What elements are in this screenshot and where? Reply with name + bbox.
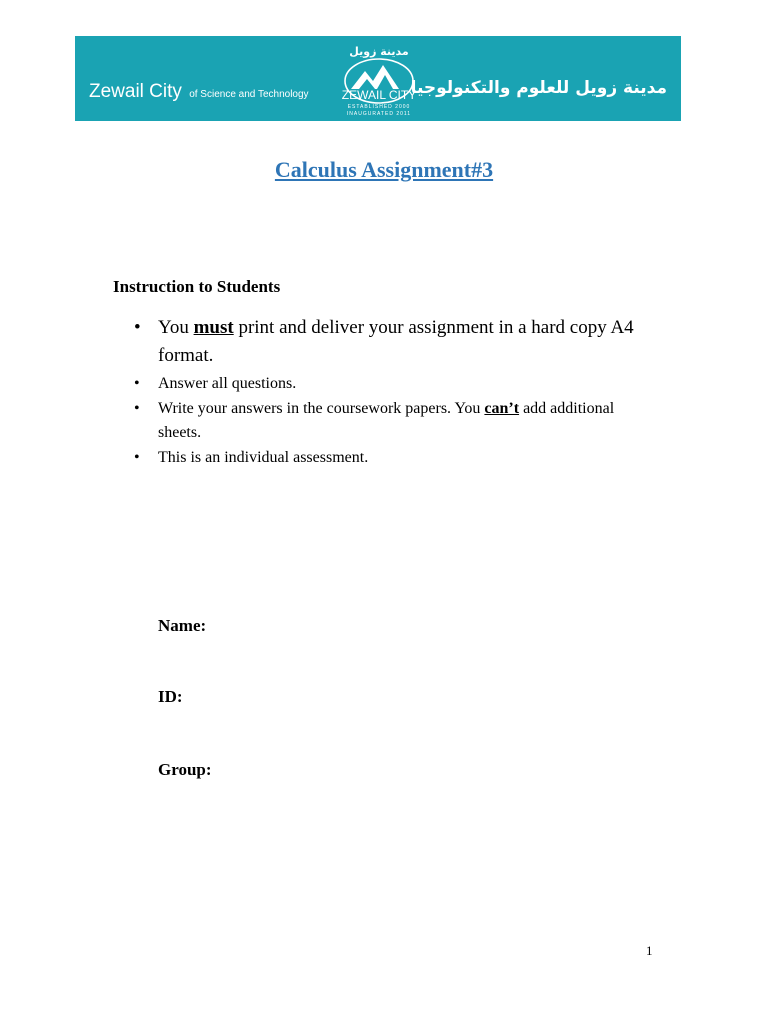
- org-name: Zewail City: [89, 81, 182, 102]
- instructions-list: [130, 314, 650, 471]
- bullet-icon: •: [134, 400, 140, 417]
- instruction-text: print and deliver your assignment in a hard copy A4 format.: [158, 317, 634, 366]
- instruction-item: [130, 314, 650, 370]
- instruction-emphasis: can’t: [484, 400, 520, 417]
- instructions-heading: Instruction to Students: [113, 277, 281, 296]
- bullet-icon: •: [134, 449, 140, 466]
- bullet-icon: •: [134, 375, 140, 392]
- org-suffix: of Science and Technology: [189, 89, 309, 100]
- org-name-arabic: مدينة زويل للعلوم والتكنولوجيا: [410, 78, 667, 98]
- document-title: Calculus Assignment#3: [274, 157, 494, 182]
- instruction-item: [130, 397, 650, 445]
- logo-inaugurated-text: INAUGURATED 2011: [346, 111, 412, 117]
- header-banner: [75, 36, 681, 121]
- org-name-english: [89, 82, 309, 101]
- logo-name-text: ZEWAIL CITY: [341, 88, 417, 102]
- logo-arabic-text: مدينة زويل: [349, 45, 409, 58]
- instruction-text: add additional sheets.: [158, 400, 615, 441]
- bullet-icon: •: [134, 317, 141, 338]
- page-number: 1: [646, 943, 653, 958]
- instruction-emphasis: must: [193, 317, 234, 338]
- instruction-item: [130, 372, 650, 396]
- pyramids-icon: [351, 65, 399, 89]
- group-field-label: Group:: [158, 760, 212, 779]
- id-field-label: ID:: [158, 687, 183, 706]
- logo-established-text: ESTABLISHED 2000: [347, 104, 411, 110]
- instruction-text: You: [158, 317, 189, 338]
- instruction-text: Answer all questions.: [158, 375, 297, 392]
- instruction-text: Write your answers in the coursework papers. You: [158, 400, 481, 417]
- instruction-item: [130, 446, 650, 470]
- name-field-label: Name:: [158, 616, 207, 635]
- instruction-text: This is an individual assessment.: [158, 449, 369, 466]
